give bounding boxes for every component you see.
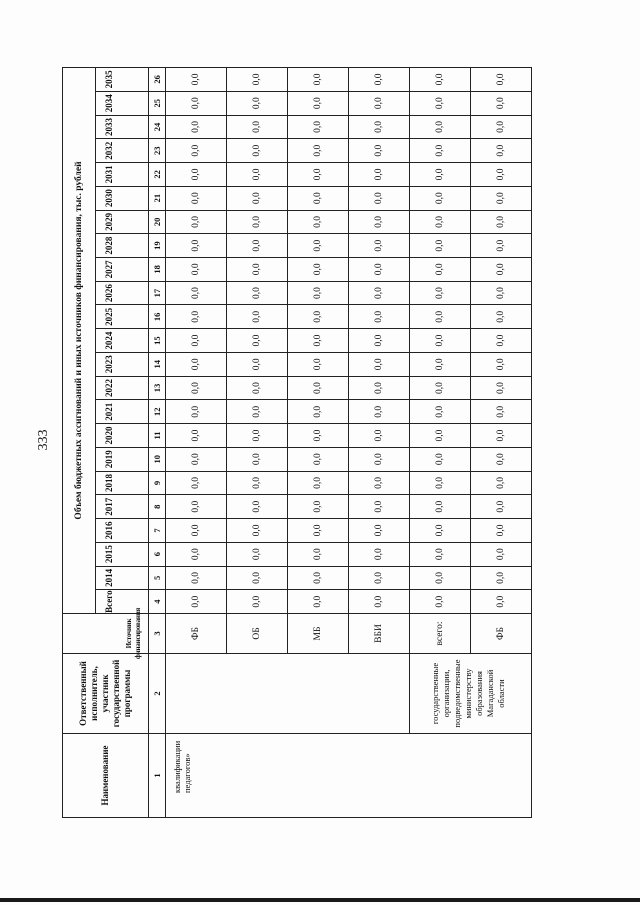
value-cell: 0,0 [166, 400, 227, 424]
value-cell: 0,0 [349, 234, 410, 258]
value-cell: 0,0 [227, 424, 288, 448]
value-cell: 0,0 [349, 305, 410, 329]
funding-source-cell: ВБИ [349, 614, 410, 654]
value-cell: 0,0 [288, 590, 349, 614]
value-cell: 0,0 [410, 519, 471, 543]
value-cell: 0,0 [410, 590, 471, 614]
value-cell: 0,0 [471, 329, 532, 353]
column-number: 13 [149, 376, 166, 400]
value-cell: 0,0 [410, 281, 471, 305]
value-cell: 0,0 [471, 566, 532, 590]
data-row [410, 67, 471, 817]
value-cell: 0,0 [471, 234, 532, 258]
value-cell: 0,0 [349, 542, 410, 566]
value-cell: 0,0 [349, 471, 410, 495]
funding-source-cell: ФБ [471, 614, 532, 654]
value-cell: 0,0 [288, 281, 349, 305]
column-number: 21 [149, 186, 166, 210]
value-cell: 0,0 [471, 352, 532, 376]
value-cell: 0,0 [227, 139, 288, 163]
value-cell: 0,0 [471, 495, 532, 519]
value-cell: 0,0 [288, 186, 349, 210]
funding-header: Объем бюджетных ассигнований и иных источников финансирования, тыс. рублей [63, 67, 96, 613]
period-header: 2015 [96, 542, 149, 566]
value-cell: 0,0 [349, 566, 410, 590]
period-header: 2030 [96, 186, 149, 210]
value-cell: 0,0 [349, 115, 410, 139]
period-header: 2033 [96, 115, 149, 139]
value-cell: 0,0 [227, 519, 288, 543]
value-cell: 0,0 [288, 376, 349, 400]
value-cell: 0,0 [288, 400, 349, 424]
period-header: 2014 [96, 566, 149, 590]
value-cell: 0,0 [166, 471, 227, 495]
period-header: 2026 [96, 281, 149, 305]
value-cell: 0,0 [227, 566, 288, 590]
value-cell: 0,0 [349, 400, 410, 424]
value-cell: 0,0 [471, 210, 532, 234]
period-header: Всего [96, 590, 149, 614]
value-cell: 0,0 [349, 519, 410, 543]
value-cell: 0,0 [349, 257, 410, 281]
value-cell: 0,0 [227, 186, 288, 210]
value-cell: 0,0 [410, 495, 471, 519]
value-cell: 0,0 [288, 234, 349, 258]
data-row [166, 67, 227, 817]
period-header: 2029 [96, 210, 149, 234]
value-cell: 0,0 [410, 139, 471, 163]
value-cell: 0,0 [349, 210, 410, 234]
column-number: 14 [149, 352, 166, 376]
column-number: 20 [149, 210, 166, 234]
period-header: 2022 [96, 376, 149, 400]
value-cell: 0,0 [410, 376, 471, 400]
value-cell: 0,0 [166, 281, 227, 305]
period-header: 2024 [96, 329, 149, 353]
column-number: 11 [149, 424, 166, 448]
value-cell: 0,0 [471, 590, 532, 614]
column-number: 2 [149, 654, 166, 734]
period-header: 2023 [96, 352, 149, 376]
column-number: 22 [149, 163, 166, 187]
value-cell: 0,0 [166, 91, 227, 115]
column-number: 26 [149, 67, 166, 91]
value-cell: 0,0 [349, 447, 410, 471]
value-cell: 0,0 [410, 186, 471, 210]
column-number: 8 [149, 495, 166, 519]
column-number: 7 [149, 519, 166, 543]
value-cell: 0,0 [288, 67, 349, 91]
column-number: 17 [149, 281, 166, 305]
value-cell: 0,0 [166, 424, 227, 448]
period-header: 2025 [96, 305, 149, 329]
value-cell: 0,0 [471, 257, 532, 281]
period-header: 2016 [96, 519, 149, 543]
value-cell: 0,0 [227, 542, 288, 566]
value-cell: 0,0 [349, 91, 410, 115]
value-cell: 0,0 [288, 471, 349, 495]
column-number: 6 [149, 542, 166, 566]
value-cell: 0,0 [410, 352, 471, 376]
value-cell: 0,0 [227, 163, 288, 187]
table-body [63, 67, 532, 817]
period-header: 2021 [96, 400, 149, 424]
value-cell: 0,0 [227, 281, 288, 305]
value-cell: 0,0 [227, 257, 288, 281]
value-cell: 0,0 [288, 91, 349, 115]
value-cell: 0,0 [166, 257, 227, 281]
value-cell: 0,0 [166, 305, 227, 329]
value-cell: 0,0 [227, 495, 288, 519]
value-cell: 0,0 [227, 376, 288, 400]
value-cell: 0,0 [410, 471, 471, 495]
value-cell: 0,0 [471, 91, 532, 115]
value-cell: 0,0 [166, 163, 227, 187]
value-cell: 0,0 [410, 163, 471, 187]
column-number: 1 [149, 734, 166, 818]
responsible-header: Ответственный исполнитель, участник государственной программы [63, 654, 149, 734]
period-header: 2020 [96, 424, 149, 448]
source-header-label: Источник финансирования [125, 607, 142, 659]
funding-source-cell: ОБ [227, 614, 288, 654]
value-cell: 0,0 [227, 352, 288, 376]
value-cell: 0,0 [288, 210, 349, 234]
value-cell: 0,0 [471, 305, 532, 329]
value-cell: 0,0 [166, 352, 227, 376]
value-cell: 0,0 [288, 305, 349, 329]
value-cell: 0,0 [166, 519, 227, 543]
value-cell: 0,0 [349, 163, 410, 187]
value-cell: 0,0 [227, 590, 288, 614]
period-header: 2027 [96, 257, 149, 281]
value-cell: 0,0 [349, 139, 410, 163]
value-cell: 0,0 [471, 471, 532, 495]
scan-edge-line [0, 898, 640, 902]
value-cell: 0,0 [166, 566, 227, 590]
value-cell: 0,0 [410, 329, 471, 353]
funding-table [62, 67, 532, 818]
column-number: 12 [149, 400, 166, 424]
funding-source-cell: ФБ [166, 614, 227, 654]
value-cell: 0,0 [471, 115, 532, 139]
value-cell: 0,0 [288, 495, 349, 519]
value-cell: 0,0 [471, 139, 532, 163]
value-cell: 0,0 [166, 495, 227, 519]
value-cell: 0,0 [166, 234, 227, 258]
funding-source-cell: всего: [410, 614, 471, 654]
value-cell: 0,0 [471, 542, 532, 566]
value-cell: 0,0 [410, 91, 471, 115]
value-cell: 0,0 [227, 67, 288, 91]
column-number: 16 [149, 305, 166, 329]
value-cell: 0,0 [166, 139, 227, 163]
column-number: 19 [149, 234, 166, 258]
value-cell: 0,0 [227, 305, 288, 329]
value-cell: 0,0 [410, 115, 471, 139]
value-cell: 0,0 [410, 305, 471, 329]
value-cell: 0,0 [288, 447, 349, 471]
value-cell: 0,0 [166, 590, 227, 614]
value-cell: 0,0 [471, 447, 532, 471]
responsible-cell: государственные организации, подведомственные министерству образования Магаданской области [410, 654, 532, 734]
value-cell: 0,0 [349, 376, 410, 400]
column-number: 4 [149, 590, 166, 614]
period-header: 2028 [96, 234, 149, 258]
period-header: 2018 [96, 471, 149, 495]
value-cell: 0,0 [410, 542, 471, 566]
responsible-cell-empty [166, 654, 410, 734]
value-cell: 0,0 [288, 257, 349, 281]
value-cell: 0,0 [471, 400, 532, 424]
funding-source-cell: МБ [288, 614, 349, 654]
value-cell: 0,0 [410, 67, 471, 91]
value-cell: 0,0 [288, 329, 349, 353]
value-cell: 0,0 [166, 329, 227, 353]
period-header: 2034 [96, 91, 149, 115]
value-cell: 0,0 [471, 67, 532, 91]
column-number: 5 [149, 566, 166, 590]
value-cell: 0,0 [288, 163, 349, 187]
column-number: 10 [149, 447, 166, 471]
column-number: 15 [149, 329, 166, 353]
value-cell: 0,0 [166, 210, 227, 234]
column-number: 9 [149, 471, 166, 495]
page-number: 333 [36, 429, 51, 451]
source-header [63, 607, 149, 659]
period-header: 2019 [96, 447, 149, 471]
value-cell: 0,0 [288, 139, 349, 163]
value-cell: 0,0 [349, 352, 410, 376]
rotated-table-wrapper [62, 68, 532, 818]
value-cell: 0,0 [227, 471, 288, 495]
value-cell: 0,0 [471, 376, 532, 400]
value-cell: 0,0 [166, 67, 227, 91]
value-cell: 0,0 [349, 495, 410, 519]
column-number: 24 [149, 115, 166, 139]
value-cell: 0,0 [227, 447, 288, 471]
value-cell: 0,0 [288, 542, 349, 566]
value-cell: 0,0 [166, 542, 227, 566]
period-header: 2035 [96, 67, 149, 91]
header-row [63, 67, 96, 817]
value-cell: 0,0 [349, 186, 410, 210]
value-cell: 0,0 [227, 115, 288, 139]
value-cell: 0,0 [410, 424, 471, 448]
value-cell: 0,0 [288, 519, 349, 543]
value-cell: 0,0 [288, 566, 349, 590]
value-cell: 0,0 [349, 67, 410, 91]
value-cell: 0,0 [227, 400, 288, 424]
period-header: 2032 [96, 139, 149, 163]
period-header: 2017 [96, 495, 149, 519]
value-cell: 0,0 [471, 163, 532, 187]
value-cell: 0,0 [166, 447, 227, 471]
value-cell: 0,0 [349, 424, 410, 448]
value-cell: 0,0 [410, 257, 471, 281]
value-cell: 0,0 [288, 352, 349, 376]
value-cell: 0,0 [471, 281, 532, 305]
value-cell: 0,0 [288, 115, 349, 139]
value-cell: 0,0 [410, 400, 471, 424]
program-name-cell: квалификации педагогов» [166, 734, 532, 818]
value-cell: 0,0 [471, 519, 532, 543]
value-cell: 0,0 [410, 447, 471, 471]
value-cell: 0,0 [349, 590, 410, 614]
column-number: 18 [149, 257, 166, 281]
value-cell: 0,0 [227, 91, 288, 115]
value-cell: 0,0 [471, 186, 532, 210]
value-cell: 0,0 [410, 566, 471, 590]
value-cell: 0,0 [410, 234, 471, 258]
value-cell: 0,0 [471, 424, 532, 448]
column-number: 23 [149, 139, 166, 163]
value-cell: 0,0 [410, 210, 471, 234]
name-header: Наименование [63, 734, 149, 818]
value-cell: 0,0 [349, 329, 410, 353]
value-cell: 0,0 [166, 376, 227, 400]
value-cell: 0,0 [227, 329, 288, 353]
column-number: 25 [149, 91, 166, 115]
value-cell: 0,0 [166, 186, 227, 210]
value-cell: 0,0 [349, 281, 410, 305]
value-cell: 0,0 [166, 115, 227, 139]
value-cell: 0,0 [227, 234, 288, 258]
column-number: 3 [149, 614, 166, 654]
value-cell: 0,0 [227, 210, 288, 234]
period-header: 2031 [96, 163, 149, 187]
value-cell: 0,0 [288, 424, 349, 448]
column-numbers-row [149, 67, 166, 817]
